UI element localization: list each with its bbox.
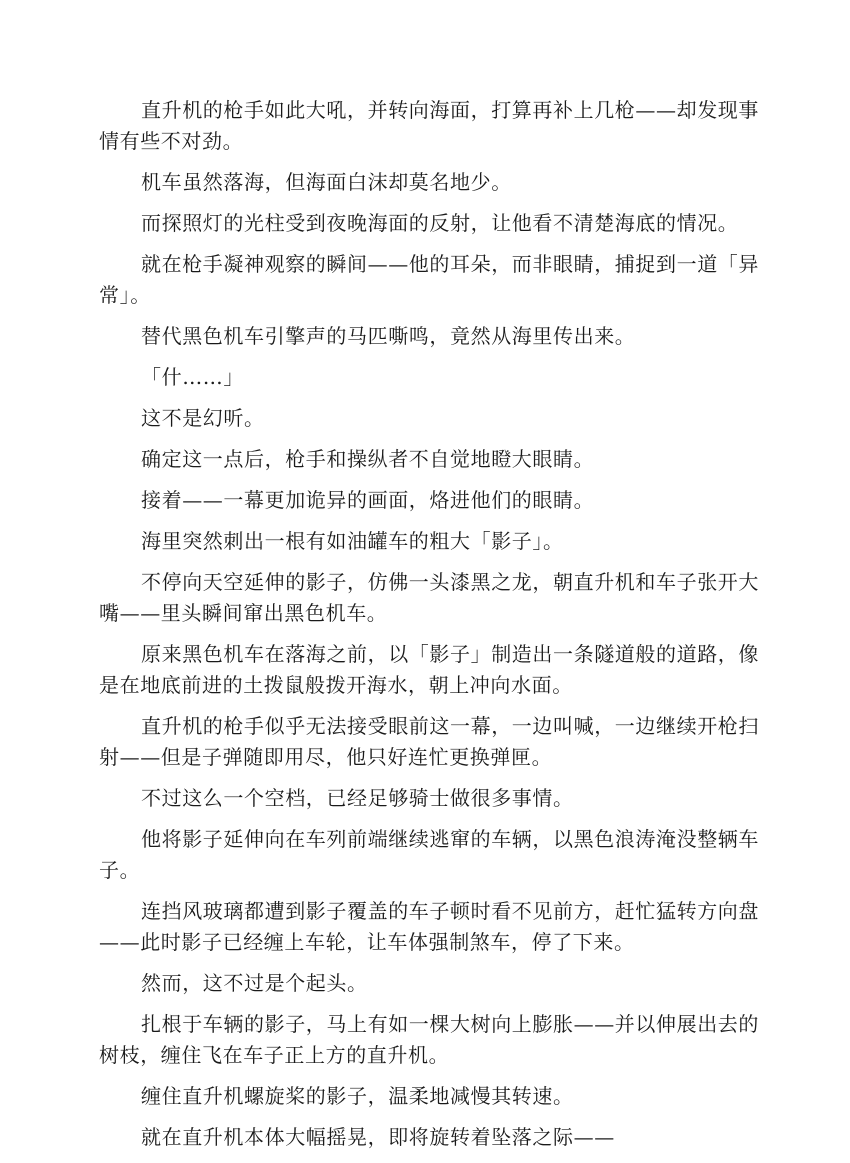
- paragraph: 不停向天空延伸的影子，仿佛一头漆黑之龙，朝直升机和车子张开大嘴——里头瞬间窜出黑色机车。: [99, 570, 759, 625]
- paragraph: 就在枪手凝神观察的瞬间——他的耳朵，而非眼睛，捕捉到一道「异常」。: [99, 252, 759, 307]
- paragraph: 而探照灯的光柱受到夜晚海面的反射，让他看不清楚海底的情况。: [141, 211, 739, 235]
- body-text: [99, 95, 779, 1163]
- paragraph: 确定这一点后，枪手和操纵者不自觉地瞪大眼睛。: [141, 447, 595, 471]
- paragraph: 他将影子延伸向在车列前端继续逃窜的车辆，以黑色浪涛淹没整辆车子。: [99, 827, 759, 882]
- paragraph: 机车虽然落海，但海面白沫却莫名地少。: [141, 170, 512, 194]
- paragraph: 直升机的枪手如此大吼，并转向海面，打算再补上几枪——却发现事情有些不对劲。: [99, 98, 759, 153]
- paragraph: 替代黑色机车引擎声的马匹嘶鸣，竟然从海里传出来。: [141, 324, 636, 348]
- paragraph: 就在直升机本体大幅摇晃，即将旋转着坠落之际——: [141, 1125, 615, 1149]
- paragraph: 不过这么一个空档，已经足够骑士做很多事情。: [141, 786, 574, 810]
- paragraph: 原来黑色机车在落海之前，以「影子」制造出一条隧道般的道路，像是在地底前进的土拨鼠般拨开海水，朝上冲向水面。: [99, 642, 759, 697]
- paragraph: 这不是幻听。: [141, 406, 265, 430]
- paragraph: 然而，这不过是个起头。: [141, 971, 368, 995]
- paragraph: 扎根于车辆的影子，马上有如一棵大树向上膨胀——并以伸展出去的树枝，缠住飞在车子正上方的直升机。: [99, 1012, 759, 1067]
- paragraph: 海里突然刺出一根有如油罐车的粗大「影子」。: [141, 529, 564, 553]
- paragraph: 直升机的枪手似乎无法接受眼前这一幕，一边叫喊，一边继续开枪扫射——但是子弹随即用尽，他只好连忙更换弹匣。: [99, 714, 759, 769]
- paragraph: 缠住直升机螺旋桨的影子，温柔地减慢其转速。: [141, 1084, 574, 1108]
- paragraph: 「什……」: [141, 365, 244, 389]
- paragraph: 接着——一幕更加诡异的画面，烙进他们的眼睛。: [141, 488, 595, 512]
- paragraph: 连挡风玻璃都遭到影子覆盖的车子顿时看不见前方，赶忙猛转方向盘——此时影子已经缠上车轮，让车体强制煞车，停了下来。: [99, 899, 759, 954]
